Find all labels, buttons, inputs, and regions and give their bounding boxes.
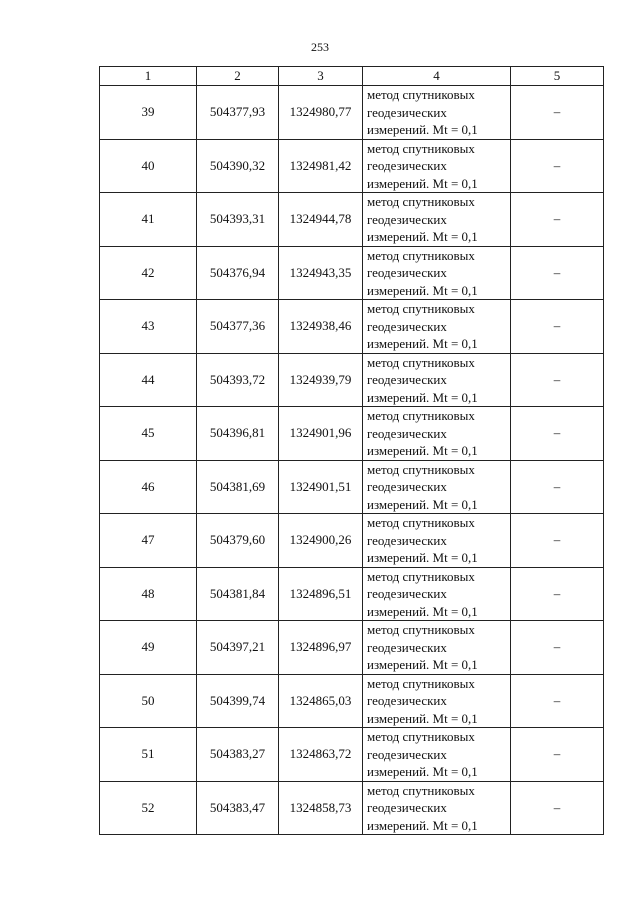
y-coordinate-cell: 1324863,72 bbox=[279, 728, 363, 782]
method-text-line: измерений. Mt = 0,1 bbox=[367, 603, 478, 619]
table-row bbox=[100, 86, 604, 140]
method-text-line: метод спутниковых bbox=[367, 301, 475, 316]
method-text-line: измерений. Mt = 0,1 bbox=[367, 229, 478, 244]
method-text-line: метод спутниковых bbox=[367, 354, 475, 370]
method-text-line: измерений. Mt = 0,1 bbox=[367, 282, 478, 298]
method-text-line: измерений. Mt = 0,1 bbox=[367, 443, 478, 458]
point-number-cell: 48 bbox=[100, 567, 197, 621]
column-5-cell: – bbox=[511, 246, 604, 300]
x-coordinate-cell: 504381,69 bbox=[197, 460, 279, 514]
method-cell bbox=[363, 514, 511, 568]
point-number-cell: 46 bbox=[100, 460, 197, 514]
point-number-cell: 51 bbox=[100, 728, 197, 782]
method-text-line: измерений. Mt = 0,1 bbox=[367, 496, 478, 512]
method-text-line: измерений. Mt = 0,1 bbox=[367, 764, 478, 779]
x-coordinate-cell: 504377,93 bbox=[197, 86, 279, 140]
column-5-cell: – bbox=[511, 193, 604, 247]
method-text-line: геодезических bbox=[367, 639, 447, 655]
method-text-line: геодезических bbox=[367, 800, 447, 815]
point-number-cell: 43 bbox=[100, 300, 197, 354]
table-body bbox=[100, 86, 604, 835]
page-number: 253 bbox=[311, 40, 329, 54]
point-number-cell: 47 bbox=[100, 514, 197, 568]
x-coordinate-cell: 504393,72 bbox=[197, 353, 279, 407]
method-text-line: метод спутниковых bbox=[367, 247, 475, 263]
method-text-line: геодезических bbox=[367, 158, 447, 173]
column-5-cell: – bbox=[511, 728, 604, 782]
column-5-cell: – bbox=[511, 567, 604, 621]
method-text-line: геодезических bbox=[367, 586, 447, 601]
method-text-line: метод спутниковых bbox=[367, 675, 475, 691]
method-text-line: геодезических bbox=[367, 532, 447, 548]
method-text-line: метод спутниковых bbox=[367, 729, 475, 744]
column-5-cell: – bbox=[511, 514, 604, 568]
method-text-line: геодезических bbox=[367, 479, 447, 494]
method-text-line: измерений. Mt = 0,1 bbox=[367, 710, 478, 726]
y-coordinate-cell: 1324901,96 bbox=[279, 407, 363, 461]
method-text-line: измерений. Mt = 0,1 bbox=[367, 550, 478, 565]
y-coordinate-cell: 1324858,73 bbox=[279, 781, 363, 835]
column-5-cell: – bbox=[511, 139, 604, 193]
column-5-cell: – bbox=[511, 781, 604, 835]
method-text-line: геодезических bbox=[367, 746, 447, 762]
method-cell bbox=[363, 246, 511, 300]
point-number-cell: 44 bbox=[100, 353, 197, 407]
point-number-cell: 45 bbox=[100, 407, 197, 461]
header-col-5: 5 bbox=[511, 67, 604, 86]
method-text-line: метод спутниковых bbox=[367, 782, 475, 798]
point-number-cell: 40 bbox=[100, 139, 197, 193]
y-coordinate-cell: 1324981,42 bbox=[279, 139, 363, 193]
y-coordinate-cell: 1324938,46 bbox=[279, 300, 363, 354]
point-number-cell: 42 bbox=[100, 246, 197, 300]
point-number-cell: 41 bbox=[100, 193, 197, 247]
column-5-cell: – bbox=[511, 300, 604, 354]
x-coordinate-cell: 504396,81 bbox=[197, 407, 279, 461]
column-5-cell: – bbox=[511, 86, 604, 140]
header-row bbox=[100, 67, 604, 86]
method-text-line: метод спутниковых bbox=[367, 194, 475, 209]
column-5-cell: – bbox=[511, 460, 604, 514]
method-cell bbox=[363, 567, 511, 621]
method-text-line: метод спутниковых bbox=[367, 568, 475, 584]
column-5-cell: – bbox=[511, 621, 604, 675]
method-text-line: геодезических bbox=[367, 318, 447, 334]
method-text-line: геодезических bbox=[367, 104, 447, 120]
method-text-line: измерений. Mt = 0,1 bbox=[367, 389, 478, 405]
header-col-1: 1 bbox=[100, 67, 197, 86]
y-coordinate-cell: 1324865,03 bbox=[279, 674, 363, 728]
method-cell bbox=[363, 407, 511, 461]
y-coordinate-cell: 1324896,51 bbox=[279, 567, 363, 621]
method-text-line: метод спутниковых bbox=[367, 140, 475, 156]
method-text-line: метод спутниковых bbox=[367, 408, 475, 423]
method-cell bbox=[363, 353, 511, 407]
method-cell bbox=[363, 300, 511, 354]
method-text-line: измерений. Mt = 0,1 bbox=[367, 657, 478, 672]
table-row bbox=[100, 353, 604, 407]
method-cell bbox=[363, 674, 511, 728]
method-text-line: измерений. Mt = 0,1 bbox=[367, 336, 478, 351]
table-row bbox=[100, 246, 604, 300]
x-coordinate-cell: 504377,36 bbox=[197, 300, 279, 354]
y-coordinate-cell: 1324896,97 bbox=[279, 621, 363, 675]
x-coordinate-cell: 504383,27 bbox=[197, 728, 279, 782]
point-number-cell: 52 bbox=[100, 781, 197, 835]
point-number-cell: 39 bbox=[100, 86, 197, 140]
column-5-cell: – bbox=[511, 353, 604, 407]
table-row bbox=[100, 193, 604, 247]
point-number-cell: 49 bbox=[100, 621, 197, 675]
y-coordinate-cell: 1324980,77 bbox=[279, 86, 363, 140]
x-coordinate-cell: 504383,47 bbox=[197, 781, 279, 835]
method-text-line: метод спутниковых bbox=[367, 622, 475, 637]
method-cell bbox=[363, 139, 511, 193]
y-coordinate-cell: 1324900,26 bbox=[279, 514, 363, 568]
y-coordinate-cell: 1324939,79 bbox=[279, 353, 363, 407]
y-coordinate-cell: 1324944,78 bbox=[279, 193, 363, 247]
table-row bbox=[100, 460, 604, 514]
column-5-cell: – bbox=[511, 407, 604, 461]
method-text-line: геодезических bbox=[367, 211, 447, 227]
x-coordinate-cell: 504381,84 bbox=[197, 567, 279, 621]
table-row bbox=[100, 781, 604, 835]
x-coordinate-cell: 504397,21 bbox=[197, 621, 279, 675]
method-cell bbox=[363, 460, 511, 514]
method-text-line: метод спутниковых bbox=[367, 87, 475, 102]
x-coordinate-cell: 504399,74 bbox=[197, 674, 279, 728]
method-cell bbox=[363, 728, 511, 782]
header-col-2: 2 bbox=[197, 67, 279, 86]
method-text-line: измерений. Mt = 0,1 bbox=[367, 817, 478, 833]
y-coordinate-cell: 1324943,35 bbox=[279, 246, 363, 300]
table-row bbox=[100, 728, 604, 782]
method-text-line: метод спутниковых bbox=[367, 515, 475, 530]
header-col-4: 4 bbox=[363, 67, 511, 86]
header-col-3: 3 bbox=[279, 67, 363, 86]
method-text-line: геодезических bbox=[367, 425, 447, 441]
table-row bbox=[100, 621, 604, 675]
point-number-cell: 50 bbox=[100, 674, 197, 728]
method-text-line: геодезических bbox=[367, 693, 447, 708]
method-cell bbox=[363, 193, 511, 247]
x-coordinate-cell: 504376,94 bbox=[197, 246, 279, 300]
table-row bbox=[100, 514, 604, 568]
table-row bbox=[100, 567, 604, 621]
coordinates-table bbox=[99, 66, 604, 835]
x-coordinate-cell: 504379,60 bbox=[197, 514, 279, 568]
y-coordinate-cell: 1324901,51 bbox=[279, 460, 363, 514]
method-text-line: измерений. Mt = 0,1 bbox=[367, 175, 478, 191]
table-row bbox=[100, 674, 604, 728]
method-cell bbox=[363, 86, 511, 140]
method-text-line: геодезических bbox=[367, 265, 447, 280]
method-cell bbox=[363, 781, 511, 835]
column-5-cell: – bbox=[511, 674, 604, 728]
table-row bbox=[100, 300, 604, 354]
method-text-line: метод спутниковых bbox=[367, 461, 475, 477]
x-coordinate-cell: 504390,32 bbox=[197, 139, 279, 193]
table-row bbox=[100, 139, 604, 193]
method-text-line: геодезических bbox=[367, 372, 447, 387]
x-coordinate-cell: 504393,31 bbox=[197, 193, 279, 247]
method-text-line: измерений. Mt = 0,1 bbox=[367, 122, 478, 137]
table-row bbox=[100, 407, 604, 461]
method-cell bbox=[363, 621, 511, 675]
